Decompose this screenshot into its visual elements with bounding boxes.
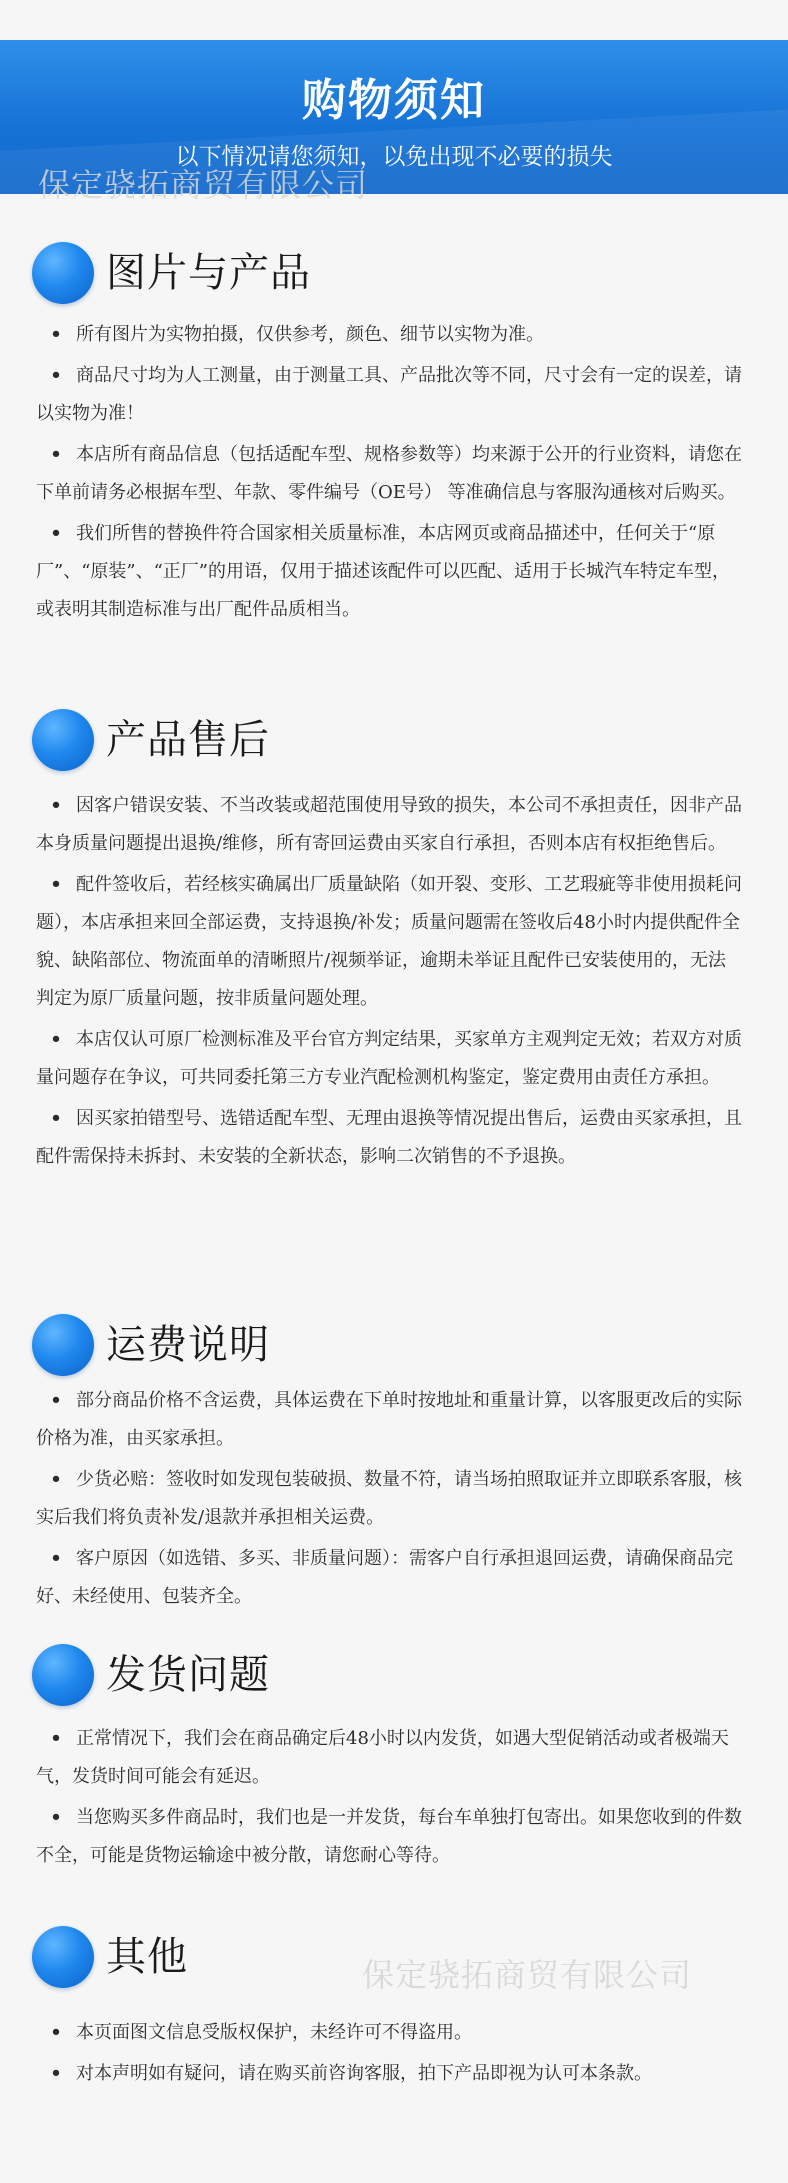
list-item [36,2014,742,2052]
bullet-icon: • [50,1548,62,1569]
list-item-text: 因客户错误安装、不当改装或超范围使用导致的损失，本公司不承担责任，因非产品本身质量问题提出退换/维修，所有寄回运费由买家自行承担，否则本店有权拒绝售后。 [36,795,742,854]
section-header [0,1310,788,1378]
list-item-text: 当您购买多件商品时，我们也是一并发货，每台车单独打包寄出。如果您收到的件数不全，可能是货物运输途中被分散，请您耐心等待。 [36,1807,742,1866]
section-title: 其他 [106,1934,188,1980]
bullet-icon: • [50,1390,62,1411]
list-item-text: 正常情况下，我们会在商品确定后48小时以内发货，如遇大型促销活动或者极端天气，发货时间可能会有延迟。 [36,1728,729,1787]
section-bullet-circle-icon [32,1926,94,1988]
section-title: 运费说明 [106,1322,270,1368]
bullet-icon: • [50,2022,62,2043]
list-item [36,515,742,629]
list-item-text: 配件签收后，若经核实确属出厂质量缺陷（如开裂、变形、工艺瑕疵等非使用损耗问题），本店承担来回全部运费，支持退换/补发；质量问题需在签收后48小时内提供配件全貌、缺陷部位、物流面单的清晰照片/视频举证，逾期未举证且配件已安装使用的，无法判定为原厂质量问题，按非质量问题处理。 [36,874,742,1009]
list-item-text: 客户原因（如选错、多买、非质量问题）：需客户自行承担退回运费，请确保商品完好、未经使用、包装齐全。 [36,1548,733,1607]
page-subtitle: 以下情况请您须知，以免出现不必要的损失 [175,144,613,170]
bullet-icon: • [50,795,62,816]
list-item-text: 商品尺寸均为人工测量，由于测量工具、产品批次等不同，尺寸会有一定的误差，请以实物为准！ [36,365,742,424]
section-item-list [36,1720,742,1878]
section-title: 发货问题 [106,1652,270,1698]
section-item-list [36,316,742,632]
list-item [36,1021,742,1097]
list-item [36,1799,742,1875]
list-item-text: 本页面图文信息受版权保护，未经许可不得盗用。 [76,2022,472,2043]
list-item [36,357,742,433]
bullet-icon: • [50,1728,62,1749]
list-item-text: 本店仅认可原厂检测标准及平台官方判定结果，买家单方主观判定无效；若双方对质量问题存在争议，可共同委托第三方专业汽配检测机构鉴定，鉴定费用由责任方承担。 [36,1029,742,1088]
watermark-top: 保定骁拓商贸有限公司 [38,166,369,204]
section-header [0,705,788,773]
list-item [36,1100,742,1176]
section-bullet-circle-icon [32,709,94,771]
section-after-sales [0,705,788,1167]
section-bullet-circle-icon [32,1314,94,1376]
list-item [36,2055,742,2093]
section-header [0,1640,788,1708]
section-bullet-circle-icon [32,242,94,304]
section-header [0,238,788,306]
section-title: 图片与产品 [106,250,311,296]
list-item [36,787,742,863]
bullet-icon: • [50,1108,62,1129]
list-item [36,1720,742,1796]
list-item-text: 因买家拍错型号、选错适配车型、无理由退换等情况提出售后，运费由买家承担，且配件需保持未拆封、未安装的全新状态，影响二次销售的不予退换。 [36,1108,742,1167]
list-item-text: 部分商品价格不含运费，具体运费在下单时按地址和重量计算，以客服更改后的实际价格为准，由买家承担。 [36,1390,742,1449]
section-title: 产品售后 [106,717,270,763]
list-item-text: 少货必赔：签收时如发现包装破损、数量不符，请当场拍照取证并立即联系客服，核实后我们将负责补发/退款并承担相关运费。 [36,1469,742,1528]
section-shipping-fees [0,1310,788,1607]
list-item [36,1382,742,1458]
section-bullet-circle-icon [32,1644,94,1706]
list-item-text: 我们所售的替换件符合国家相关质量标准，本店网页或商品描述中，任何关于“原厂”、“原装”、“正厂”的用语，仅用于描述该配件可以匹配、适用于长城汽车特定车型，或表明其制造标准与出厂配件品质相当。 [36,523,731,620]
section-item-list [36,2014,742,2096]
bullet-icon: • [50,874,62,895]
bullet-icon: • [50,1807,62,1828]
bullet-icon: • [50,523,62,544]
page-title: 购物须知 [302,75,486,126]
watermark-bottom: 保定骁拓商贸有限公司 [362,1956,693,1994]
bullet-icon: • [50,365,62,386]
bullet-icon: • [50,1029,62,1050]
list-item [36,436,742,512]
list-item-text: 所有图片为实物拍摄，仅供参考，颜色、细节以实物为准。 [76,324,544,345]
bullet-icon: • [50,1469,62,1490]
bullet-icon: • [50,324,62,345]
list-item-text: 对本声明如有疑问，请在购买前咨询客服，拍下产品即视为认可本条款。 [76,2063,652,2084]
section-item-list [36,787,742,1179]
section-item-list [36,1382,742,1619]
bullet-icon: • [50,444,62,465]
list-item [36,1461,742,1537]
list-item-text: 本店所有商品信息（包括适配车型、规格参数等）均来源于公开的行业资料，请您在下单前请务必根据车型、年款、零件编号（OE号） 等准确信息与客服沟通核对后购买。 [36,444,742,503]
section-images-products [0,238,788,620]
top-margin [0,0,788,40]
bullet-icon: • [50,2063,62,2084]
list-item [36,866,742,1018]
list-item [36,1540,742,1616]
list-item [36,316,742,354]
section-delivery [0,1640,788,1866]
